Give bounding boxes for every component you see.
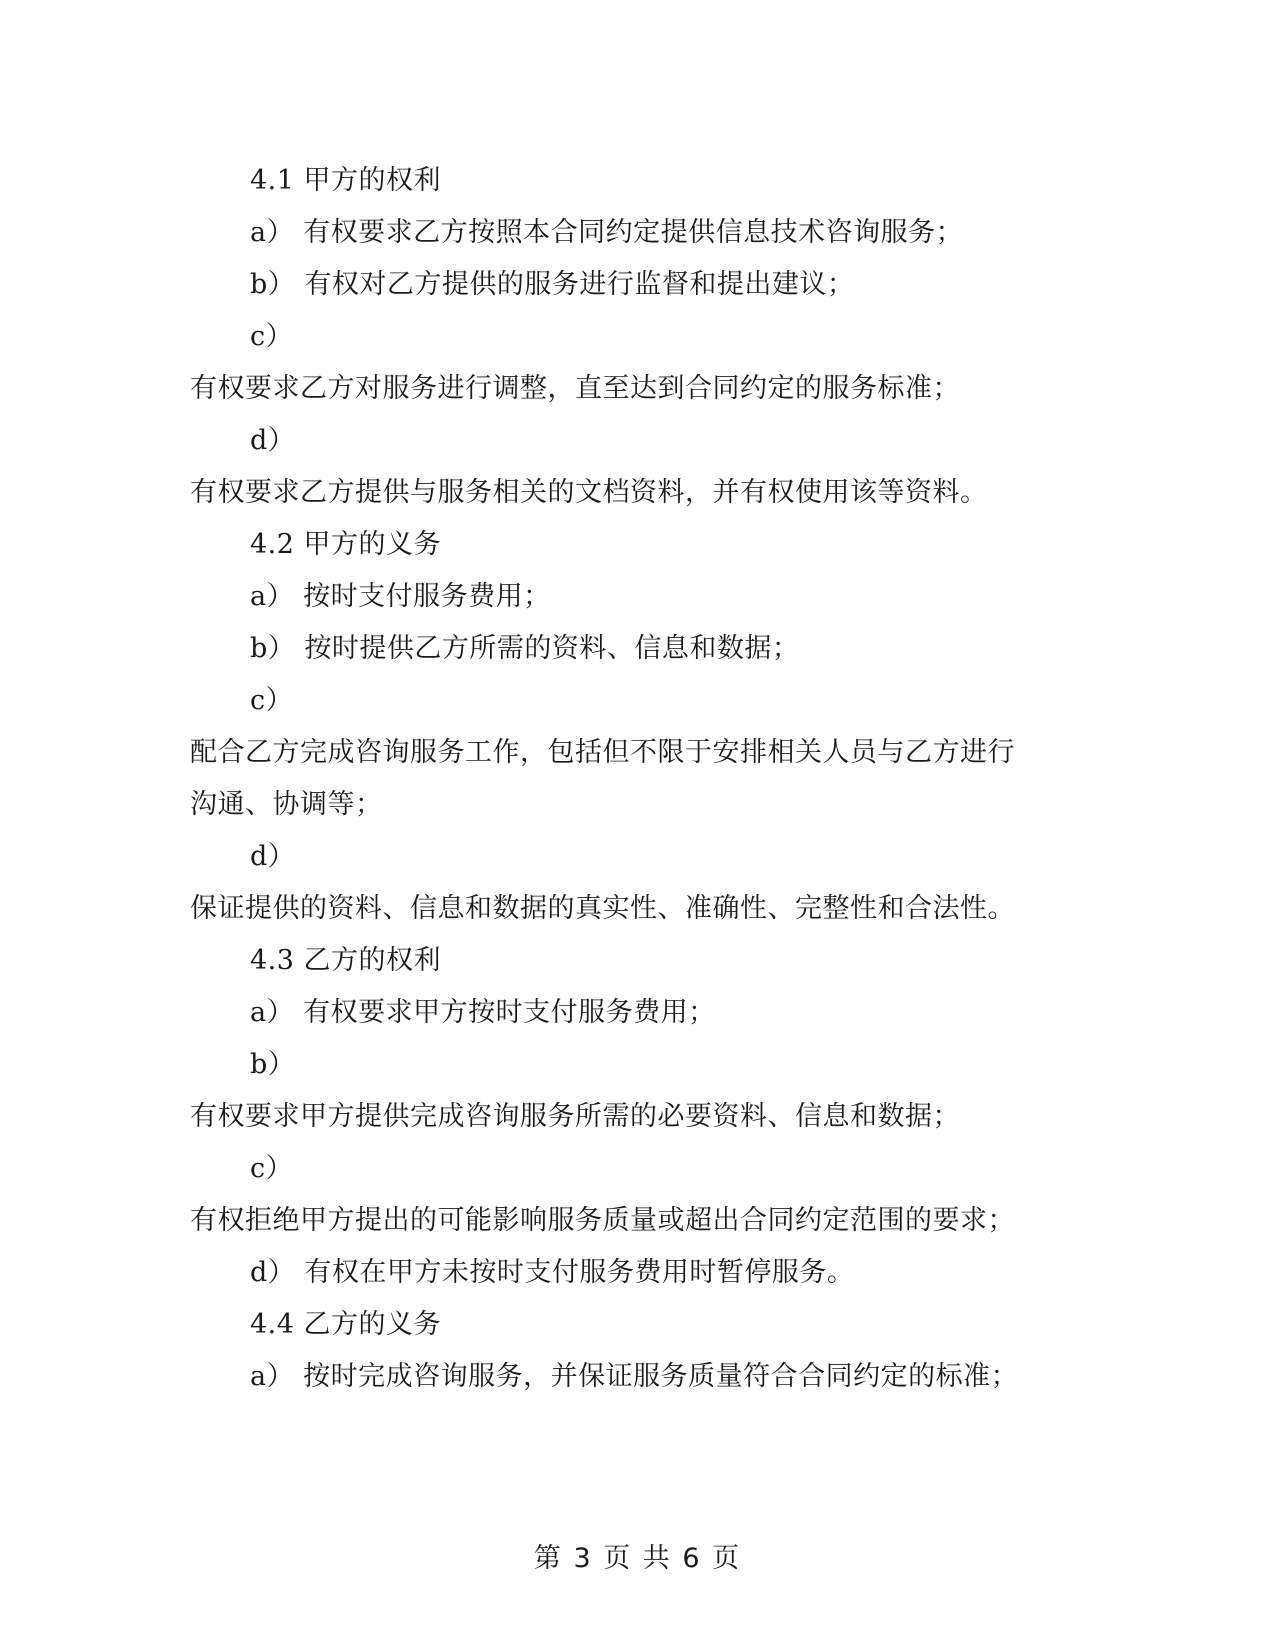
list-item-marker: c） — [250, 685, 294, 716]
list-item: a） 按时完成咨询服务，并保证服务质量符合合同约定的标准； — [250, 1361, 1019, 1392]
list-item-text: 配合乙方完成咨询服务工作，包括但不限于安排相关人员与乙方进行 — [190, 737, 1015, 768]
section-heading-4-1: 4.1 甲方的权利 — [250, 165, 442, 196]
list-item-text: 保证提供的资料、信息和数据的真实性、准确性、完整性和合法性。 — [190, 893, 1015, 924]
list-item: a） 有权要求乙方按照本合同约定提供信息技术咨询服务； — [250, 217, 964, 248]
list-item-text: 有权拒绝甲方提出的可能影响服务质量或超出合同约定范围的要求； — [190, 1205, 1015, 1236]
section-heading-4-4: 4.4 乙方的义务 — [250, 1309, 442, 1340]
list-item-marker: c） — [250, 1153, 294, 1184]
list-item-text: 有权要求甲方提供完成咨询服务所需的必要资料、信息和数据； — [190, 1101, 960, 1132]
list-item-marker: d） — [250, 425, 296, 456]
page-number-footer: 第 3 页 共 6 页 — [533, 1543, 742, 1574]
list-item: a） 按时支付服务费用； — [250, 581, 551, 612]
list-item-marker: d） — [250, 841, 296, 872]
list-item: d） 有权在甲方未按时支付服务费用时暂停服务。 — [250, 1257, 855, 1288]
list-item: a） 有权要求甲方按时支付服务费用； — [250, 997, 716, 1028]
list-item-text: 沟通、协调等； — [190, 789, 383, 820]
list-item-text: 有权要求乙方提供与服务相关的文档资料，并有权使用该等资料。 — [190, 477, 988, 508]
section-heading-4-2: 4.2 甲方的义务 — [250, 529, 442, 560]
section-heading-4-3: 4.3 乙方的权利 — [250, 945, 442, 976]
list-item: b） 按时提供乙方所需的资料、信息和数据； — [250, 633, 800, 664]
document-body — [190, 155, 1090, 1403]
list-item: b） 有权对乙方提供的服务进行监督和提出建议； — [250, 269, 855, 300]
list-item-marker: c） — [250, 321, 294, 352]
list-item-marker: b） — [250, 1049, 296, 1080]
list-item-text: 有权要求乙方对服务进行调整，直至达到合同约定的服务标准； — [190, 373, 960, 404]
